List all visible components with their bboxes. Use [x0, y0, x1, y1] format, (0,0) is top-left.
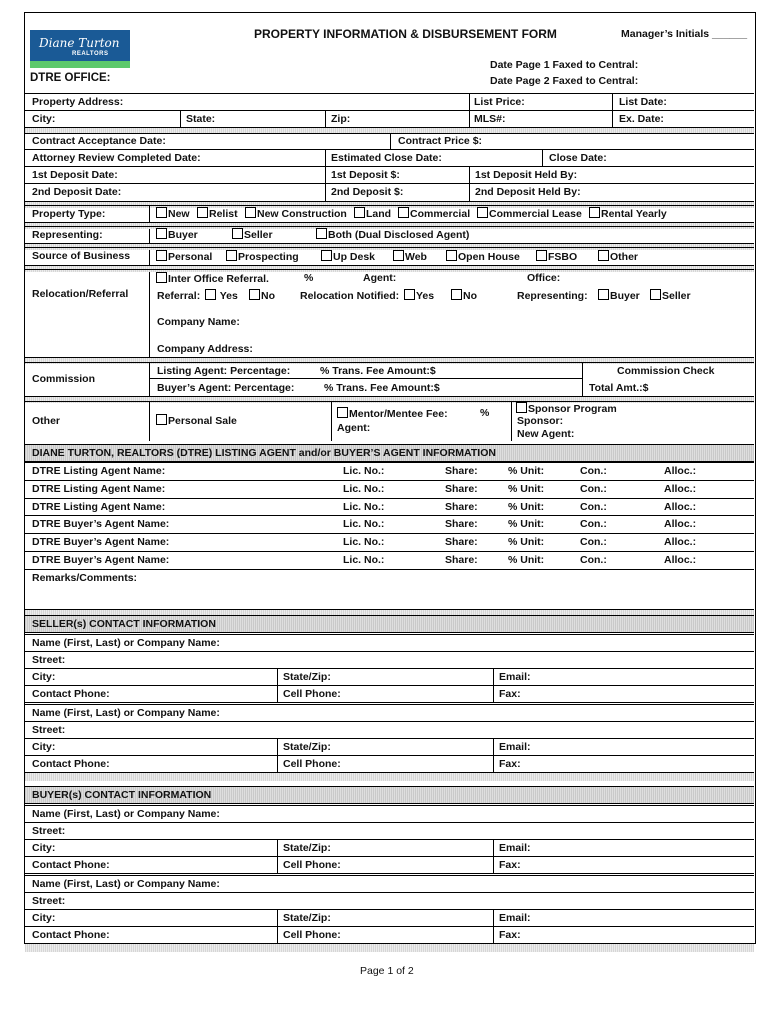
relocation-referral-label: Relocation/Referral	[32, 288, 129, 300]
second-deposit-date[interactable]: 2nd Deposit Date:	[32, 186, 122, 198]
license-number-field[interactable]: Lic. No.:	[343, 518, 385, 531]
logo-stripe	[30, 61, 130, 68]
fax-page2-date[interactable]: Date Page 2 Faxed to Central:	[490, 75, 639, 87]
city-field[interactable]: City:	[32, 912, 56, 924]
unit-percent-field[interactable]: % Unit:	[508, 554, 545, 566]
source-personal[interactable]: Personal	[156, 250, 212, 263]
email-field[interactable]: Email:	[499, 842, 531, 854]
street-field[interactable]: Street:	[32, 724, 66, 736]
checkbox-source-up-desk[interactable]	[321, 250, 332, 261]
company-name-field[interactable]: Company Name:	[157, 316, 240, 328]
mentor-agent-field[interactable]: Agent:	[337, 422, 371, 434]
trans-fee-amount-buyer[interactable]: % Trans. Fee Amount:$	[324, 382, 440, 394]
agent-name-field[interactable]: DTRE Listing Agent Name:	[32, 500, 166, 513]
share-field[interactable]: Share:	[445, 482, 478, 495]
fax-field[interactable]: Fax:	[499, 688, 521, 700]
property-type-commercial[interactable]: Commercial	[398, 207, 470, 220]
checkbox-source-other[interactable]	[598, 250, 609, 261]
city-field[interactable]: City:	[32, 741, 56, 753]
first-deposit-amount[interactable]: 1st Deposit $:	[331, 169, 400, 181]
checkbox-rental-yearly[interactable]	[589, 207, 600, 218]
city-field[interactable]: City:	[32, 113, 56, 125]
cell-phone-field[interactable]: Cell Phone:	[283, 688, 341, 700]
representing-both[interactable]: Both (Dual Disclosed Agent)	[316, 228, 469, 241]
license-number-field[interactable]: Lic. No.:	[343, 500, 385, 513]
list-date-field[interactable]: List Date:	[619, 96, 667, 108]
street-field[interactable]: Street:	[32, 895, 66, 907]
alloc-field[interactable]: Alloc.:	[664, 465, 697, 477]
sponsor-program[interactable]: Sponsor Program	[516, 402, 617, 415]
checkbox-representing-buyer[interactable]	[156, 228, 167, 239]
contact-name-field[interactable]: Name (First, Last) or Company Name:	[32, 878, 220, 890]
alloc-field[interactable]: Alloc.:	[664, 500, 697, 513]
inter-office-referral[interactable]: Inter Office Referral.	[156, 272, 269, 285]
share-field[interactable]: Share:	[445, 500, 478, 513]
second-deposit-amount[interactable]: 2nd Deposit $:	[331, 186, 404, 198]
property-type-land[interactable]: Land	[354, 207, 391, 220]
checkbox-referral-no[interactable]	[249, 289, 260, 300]
agent-info-heading: DIANE TURTON, REALTORS (DTRE) LISTING AGENT and/or BUYER’S AGENT INFORMATION	[25, 444, 754, 462]
contact-name-field[interactable]: Name (First, Last) or Company Name:	[32, 808, 220, 820]
mls-field[interactable]: MLS#:	[474, 113, 506, 125]
checkbox-relocation-buyer[interactable]	[598, 289, 609, 300]
con-field[interactable]: Con.:	[580, 500, 607, 513]
state-field[interactable]: State:	[186, 113, 216, 125]
con-field[interactable]: Con.:	[580, 536, 607, 549]
cell-phone-field[interactable]: Cell Phone:	[283, 859, 341, 871]
commission-label: Commission	[32, 373, 96, 385]
representing-buyer[interactable]: Buyer	[156, 228, 198, 241]
alloc-field[interactable]: Alloc.:	[664, 536, 697, 549]
fax-page1-date[interactable]: Date Page 1 Faxed to Central:	[490, 59, 639, 71]
remarks-field[interactable]: Remarks/Comments:	[32, 572, 138, 584]
managers-initials[interactable]: Manager’s Initials ______	[621, 28, 748, 40]
seller-contact-heading: SELLER(s) CONTACT INFORMATION	[25, 615, 754, 633]
ex-date-field[interactable]: Ex. Date:	[619, 113, 664, 125]
con-field[interactable]: Con.:	[580, 554, 607, 566]
license-number-field[interactable]: Lic. No.:	[343, 482, 385, 495]
dtre-office-field[interactable]: DTRE OFFICE:	[30, 72, 111, 84]
license-number-field[interactable]: Lic. No.:	[343, 554, 385, 566]
fax-field[interactable]: Fax:	[499, 929, 521, 941]
license-number-field[interactable]: Lic. No.:	[343, 536, 385, 549]
contact-phone-field[interactable]: Contact Phone:	[32, 859, 110, 871]
agent-name-field[interactable]: DTRE Listing Agent Name:	[32, 482, 166, 495]
share-field[interactable]: Share:	[445, 554, 478, 566]
relocation-notified-no[interactable]: No	[451, 289, 477, 302]
checkbox-representing-seller[interactable]	[232, 228, 243, 239]
unit-percent-field[interactable]: % Unit:	[508, 536, 545, 549]
checkbox-personal-sale[interactable]	[156, 414, 167, 425]
fax-field[interactable]: Fax:	[499, 859, 521, 871]
share-field[interactable]: Share:	[445, 518, 478, 531]
form-title: PROPERTY INFORMATION & DISBURSEMENT FORM	[254, 27, 557, 41]
relocation-representing-buyer[interactable]: Buyer	[598, 289, 640, 302]
source-open-house[interactable]: Open House	[446, 250, 520, 263]
referral-label: Referral:	[157, 290, 201, 302]
license-number-field[interactable]: Lic. No.:	[343, 465, 385, 477]
checkbox-source-open-house[interactable]	[446, 250, 457, 261]
sponsor-field[interactable]: Sponsor:	[517, 415, 564, 427]
contact-name-field[interactable]: Name (First, Last) or Company Name:	[32, 707, 220, 719]
unit-percent-field[interactable]: % Unit:	[508, 500, 545, 513]
property-address-field[interactable]: Property Address:	[32, 96, 124, 108]
city-field[interactable]: City:	[32, 842, 56, 854]
close-date-field[interactable]: Close Date:	[549, 152, 607, 164]
checkbox-relocation-no[interactable]	[451, 289, 462, 300]
representing-seller[interactable]: Seller	[232, 228, 273, 241]
referral-percent: %	[304, 272, 314, 284]
source-other[interactable]: Other	[598, 250, 638, 263]
checkbox-relist[interactable]	[197, 207, 208, 218]
listing-agent-percentage[interactable]: Listing Agent: Percentage:	[157, 365, 291, 377]
relocation-representing-seller[interactable]: Seller	[650, 289, 691, 302]
checkbox-relocation-seller[interactable]	[650, 289, 661, 300]
relocation-notified-yes[interactable]: Yes	[404, 289, 434, 302]
share-field[interactable]: Share:	[445, 536, 478, 549]
agent-name-field[interactable]: DTRE Buyer’s Agent Name:	[32, 554, 170, 566]
checkbox-land[interactable]	[354, 207, 365, 218]
contact-phone-field[interactable]: Contact Phone:	[32, 688, 110, 700]
checkbox-relocation-yes[interactable]	[404, 289, 415, 300]
fax-field[interactable]: Fax:	[499, 758, 521, 770]
checkbox-new[interactable]	[156, 207, 167, 218]
company-address-field[interactable]: Company Address:	[157, 343, 253, 355]
zip-field[interactable]: Zip:	[331, 113, 351, 125]
cell-phone-field[interactable]: Cell Phone:	[283, 929, 341, 941]
first-deposit-held-by[interactable]: 1st Deposit Held By:	[475, 169, 578, 181]
trans-fee-amount-listing[interactable]: % Trans. Fee Amount:$	[320, 365, 436, 377]
checkbox-referral-yes[interactable]	[205, 289, 216, 300]
representing-label: Representing:	[32, 229, 103, 241]
unit-percent-field[interactable]: % Unit:	[508, 482, 545, 495]
checkbox-source-personal[interactable]	[156, 250, 167, 261]
checkbox-commercial-lease[interactable]	[477, 207, 488, 218]
con-field[interactable]: Con.:	[580, 482, 607, 495]
state-zip-field[interactable]: State/Zip:	[283, 741, 331, 753]
property-type-label: Property Type:	[32, 208, 106, 220]
property-type-new-construction[interactable]: New Construction	[245, 207, 347, 220]
source-web[interactable]: Web	[393, 250, 427, 263]
contact-phone-field[interactable]: Contact Phone:	[32, 758, 110, 770]
page-number: Page 1 of 2	[360, 965, 414, 977]
buyers-agent-percentage[interactable]: Buyer’s Agent: Percentage:	[157, 382, 295, 394]
checkbox-commercial[interactable]	[398, 207, 409, 218]
checkbox-mentor-fee[interactable]	[337, 407, 348, 418]
mentor-mentee-fee[interactable]: Mentor/Mentee Fee:	[337, 407, 448, 420]
alloc-field[interactable]: Alloc.:	[664, 554, 697, 566]
checkbox-source-fsbo[interactable]	[536, 250, 547, 261]
alloc-field[interactable]: Alloc.:	[664, 482, 697, 495]
list-price-field[interactable]: List Price:	[474, 96, 525, 108]
agent-name-field[interactable]: DTRE Listing Agent Name:	[32, 465, 166, 477]
agent-name-field[interactable]: DTRE Buyer’s Agent Name:	[32, 536, 170, 549]
property-type-new[interactable]: New	[156, 207, 190, 220]
relocation-representing-label: Representing:	[517, 290, 588, 302]
buyer-contact-heading: BUYER(s) CONTACT INFORMATION	[25, 786, 754, 804]
alloc-field[interactable]: Alloc.:	[664, 518, 697, 531]
city-field[interactable]: City:	[32, 671, 56, 683]
commission-total-amount[interactable]: Total Amt.:$	[589, 382, 649, 394]
first-deposit-date[interactable]: 1st Deposit Date:	[32, 169, 118, 181]
referral-office-field[interactable]: Office:	[527, 272, 561, 284]
checkbox-representing-both[interactable]	[316, 228, 327, 239]
other-label: Other	[32, 415, 61, 427]
second-deposit-held-by[interactable]: 2nd Deposit Held By:	[475, 186, 581, 198]
state-zip-field[interactable]: State/Zip:	[283, 912, 331, 924]
logo-subtitle: REALTORS	[72, 51, 109, 57]
logo-script: Diane Turton	[39, 36, 120, 50]
referral-agent-field[interactable]: Agent:	[363, 272, 397, 284]
property-type-commercial-lease[interactable]: Commercial Lease	[477, 207, 582, 220]
attorney-review-date[interactable]: Attorney Review Completed Date:	[32, 152, 201, 164]
share-field[interactable]: Share:	[445, 465, 478, 477]
relocation-notified-label: Relocation Notified:	[300, 290, 400, 302]
mentor-percent: %	[480, 407, 490, 419]
con-field[interactable]: Con.:	[580, 518, 607, 531]
checkbox-new-construction[interactable]	[245, 207, 256, 218]
cell-phone-field[interactable]: Cell Phone:	[283, 758, 341, 770]
street-field[interactable]: Street:	[32, 654, 66, 666]
referral-yes[interactable]: Yes	[205, 289, 238, 302]
personal-sale[interactable]: Personal Sale	[156, 414, 237, 427]
checkbox-sponsor-program[interactable]	[516, 402, 527, 413]
checkbox-inter-office-referral[interactable]	[156, 272, 167, 283]
new-agent-field[interactable]: New Agent:	[517, 428, 575, 440]
property-type-rental-yearly[interactable]: Rental Yearly	[589, 207, 667, 220]
referral-no[interactable]: No	[249, 289, 275, 302]
contact-phone-field[interactable]: Contact Phone:	[32, 929, 110, 941]
contract-acceptance-date[interactable]: Contract Acceptance Date:	[32, 135, 166, 147]
email-field[interactable]: Email:	[499, 671, 531, 683]
agent-name-field[interactable]: DTRE Buyer’s Agent Name:	[32, 518, 170, 531]
source-prospecting[interactable]: Prospecting	[226, 250, 299, 263]
con-field[interactable]: Con.:	[580, 465, 607, 477]
street-field[interactable]: Street:	[32, 825, 66, 837]
estimated-close-date[interactable]: Estimated Close Date:	[331, 152, 442, 164]
state-zip-field[interactable]: State/Zip:	[283, 671, 331, 683]
source-up-desk[interactable]: Up Desk	[321, 250, 375, 263]
commission-check-label: Commission Check	[617, 365, 715, 377]
contact-name-field[interactable]: Name (First, Last) or Company Name:	[32, 637, 220, 649]
checkbox-source-web[interactable]	[393, 250, 404, 261]
property-type-relist[interactable]: Relist	[197, 207, 238, 220]
source-fsbo[interactable]: FSBO	[536, 250, 577, 263]
unit-percent-field[interactable]: % Unit:	[508, 465, 545, 477]
dtre-logo	[30, 30, 130, 68]
unit-percent-field[interactable]: % Unit:	[508, 518, 545, 531]
email-field[interactable]: Email:	[499, 912, 531, 924]
state-zip-field[interactable]: State/Zip:	[283, 842, 331, 854]
checkbox-source-prospecting[interactable]	[226, 250, 237, 261]
email-field[interactable]: Email:	[499, 741, 531, 753]
contract-price-field[interactable]: Contract Price $:	[398, 135, 483, 147]
source-of-business-label: Source of Business	[32, 250, 131, 262]
